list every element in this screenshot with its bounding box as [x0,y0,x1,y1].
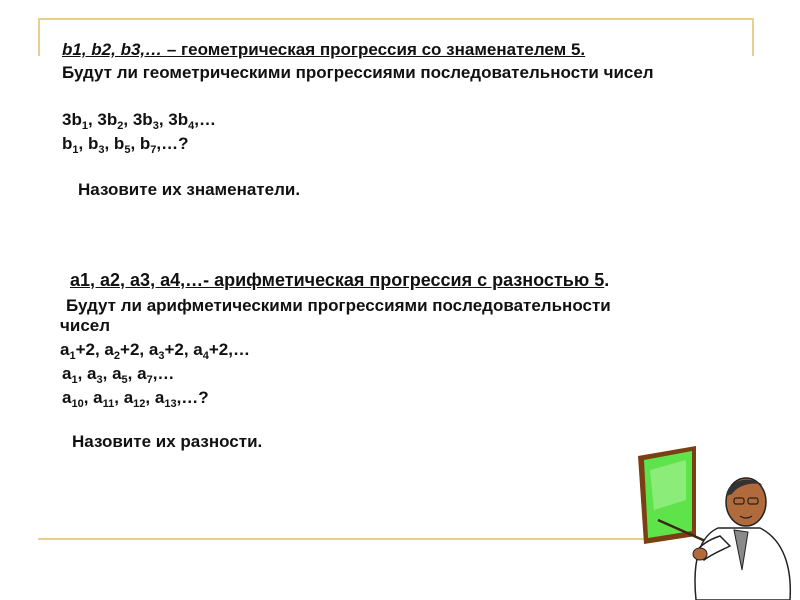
sequence-text: , a [114,388,134,407]
arith-sequence-3 [62,388,209,408]
sequence-text: , a [77,364,97,383]
bottom-border-line [38,538,652,540]
subscript: 10 [71,398,84,410]
sequence-text: +2, a [120,340,159,359]
subscript: 3 [96,374,103,386]
subscript: 3 [98,144,105,156]
subscript: 3 [152,120,159,132]
arith-question-line-2: чисел [60,316,111,335]
subscript: 12 [133,398,146,410]
sequence-text: , b [130,134,151,153]
sequence-text: , b [78,134,99,153]
left-border-line [38,18,40,56]
sequence-text: , b [104,134,125,153]
subscript: 2 [113,350,121,362]
sequence-text: +2,… [208,340,250,359]
subscript: 5 [121,374,128,386]
arith-prompt: Назовите их разности. [72,432,263,451]
sequence-text: a [62,388,72,407]
sequence-text: , 3b [87,110,118,129]
geo-sequence-2 [62,134,189,154]
arith-heading-period: . [604,270,610,290]
sequence-text: ,… [152,364,175,383]
sequence-text: +2, a [75,340,114,359]
geo-heading-sequence: b1, b2, b3,… [62,40,167,59]
sequence-text: , 3b [158,110,189,129]
geo-sequence-1 [62,110,216,130]
subscript: 7 [146,374,153,386]
subscript: 3 [158,350,165,362]
geo-heading-text: – геометрическая прогрессия со знаменателем 5. [166,40,586,59]
right-border-line [752,18,754,56]
arith-question-line-1: Будут ли арифметическими прогрессиями последовательности [66,296,611,315]
hand [693,548,707,560]
sequence-text: ,…? [176,388,209,407]
teacher-pointing-at-board-icon [600,440,800,600]
subscript: 4 [202,350,209,362]
sequence-text: , a [83,388,103,407]
subscript: 7 [150,144,157,156]
arith-sequence-2 [62,364,174,384]
sequence-text: , a [102,364,122,383]
subscript: 1 [72,144,79,156]
arith-heading [70,270,609,290]
arith-sequence-1 [60,340,250,360]
geo-question: Будут ли геометрическими прогрессиями последовательности чисел [62,63,654,82]
sequence-text: b [62,134,73,153]
subscript: 5 [124,144,131,156]
top-border-line [38,18,754,20]
sequence-text: +2, a [164,340,203,359]
subscript: 11 [102,398,115,410]
subscript: 1 [81,120,88,132]
geo-prompt: Назовите их знаменатели. [78,180,301,199]
subscript: 4 [188,120,195,132]
geo-heading [62,40,585,60]
sequence-text: , a [145,388,165,407]
subscript: 13 [164,398,177,410]
sequence-text: ,…? [156,134,189,153]
subscript: 1 [69,350,76,362]
sequence-text: , a [127,364,147,383]
sequence-text: , 3b [123,110,153,129]
sequence-text: ,… [194,110,216,129]
arith-heading-text: a1, a2, a3, a4,…- арифметическая прогрессия с разностью 5 [70,270,605,290]
subscript: 1 [71,374,78,386]
sequence-text: 3b [62,110,82,129]
subscript: 2 [117,120,124,132]
sequence-text: a [62,364,72,383]
sequence-text: a [60,340,70,359]
